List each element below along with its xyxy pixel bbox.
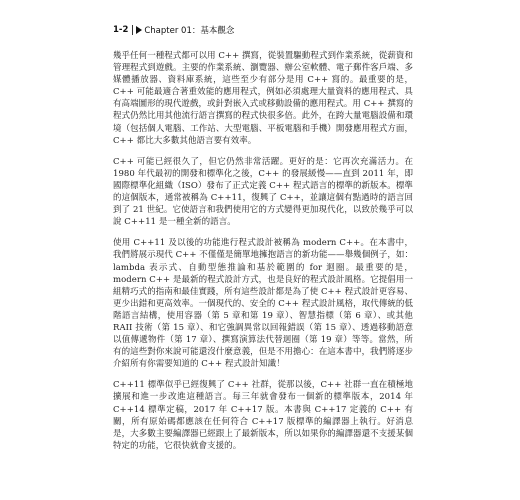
chapter-title: Chapter 01：基本觀念: [144, 26, 235, 36]
body-text: [113, 50, 413, 452]
page-number: 1-2: [113, 25, 129, 35]
running-header: [113, 23, 413, 37]
triangle-marker-icon: [136, 26, 142, 34]
paragraph: 使用 C++11 及以後的功能進行程式設計被稱為 modern C++。在本書中，我們將展示現代 C++ 不僅僅是簡單地擁抱語言的新功能——舉幾個例子，如：lambda 表示式、自動型態推論和基於範圍的 for 迴圈。最重要的是，modern C++ 是最新的程式設計方式，也是良好的程式設計風格。它提倡用一組精巧式的指南和最佳實踐，所有這些設計都是為了使 C++ 程式設計更容易、更少出錯和更高效率。一個現代的、安全的 C++ 程式設計風格，取代傳統的低階語言結構，使用容器（第 5 章和第 19 章）、智慧指標（第 6 章）、或其他 RAII 技術（第 15 章）、和它強調異常以回報錯誤（第 15 章）、透過移動語意以值傳遞物件（第 17 章）、撰寫演算法代替迴圈（第 19 章）等等。當然，所有的這些對你來說可能還沒什麼意義，但是不用擔心：在這本書中，我們將逐步介紹所有你需要知道的 C++ 程式設計知識！: [113, 238, 414, 370]
paragraph: C++ 可能已經很久了，但它仍然非常活躍。更好的是：它再次充滿活力。在 1980 年代最初的開發和標準化之後，C++ 的發展緩慢——直到 2011 年，即國際標準化組織（ISO）發布了正式定義 C++ 程式語言的標準的新版本。標準的這個版本，通常被稱為 C++11，復興了 C++，並讓這個有點過時的語言回到了 21 世紀。它使語言和我們使用它的方式變得更加現代化，以致於幾乎可以說 C++11 是一種全新的語言。: [113, 156, 413, 228]
paragraph: C++11 標準似乎已經復興了 C++ 社群，從那以後，C++ 社群一直在積極地擴展和進一步改進這種語言。每三年就會發布一個新的標準版本，2014 年 C++14 標準定稿，2017 年 C++17 版。本書與 C++17 定義的 C++ 有關，所有原始碼都應該在任何符合 C++17 版標準的編譯器上執行。好消息是，大多數主要編譯器已經跟上了最新版本，所以如果你的編譯器還不支援某個特定的功能，它很快就會支援的。: [113, 380, 413, 451]
header-divider: [132, 25, 133, 35]
paragraph: 幾乎任何一種程式都可以用 C++ 撰寫，從裝置驅動程式到作業系統，從薪資和管理程式到遊戲。主要的作業系統、瀏覽器、辦公室軟體、電子郵件客戶端、多媒體播放器、資料庫系統，這些至少有部分是用 C++ 寫的。最重要的是，C++ 可能最適合著重效能的應用程式，例如必須處理大量資料的應用程式、具有高端圖形的現代遊戲，或針對嵌入式或移動設備的應用程式。用 C++ 撰寫的程式仍然比用其他流行語言撰寫的程式快很多倍。此外，在跨大量電腦設備和環境（包括個人電腦、工作站、大型電腦、平板電腦和手機）開發應用程式方面，C++ 都比大多數其他語言要有效率。: [113, 51, 414, 146]
